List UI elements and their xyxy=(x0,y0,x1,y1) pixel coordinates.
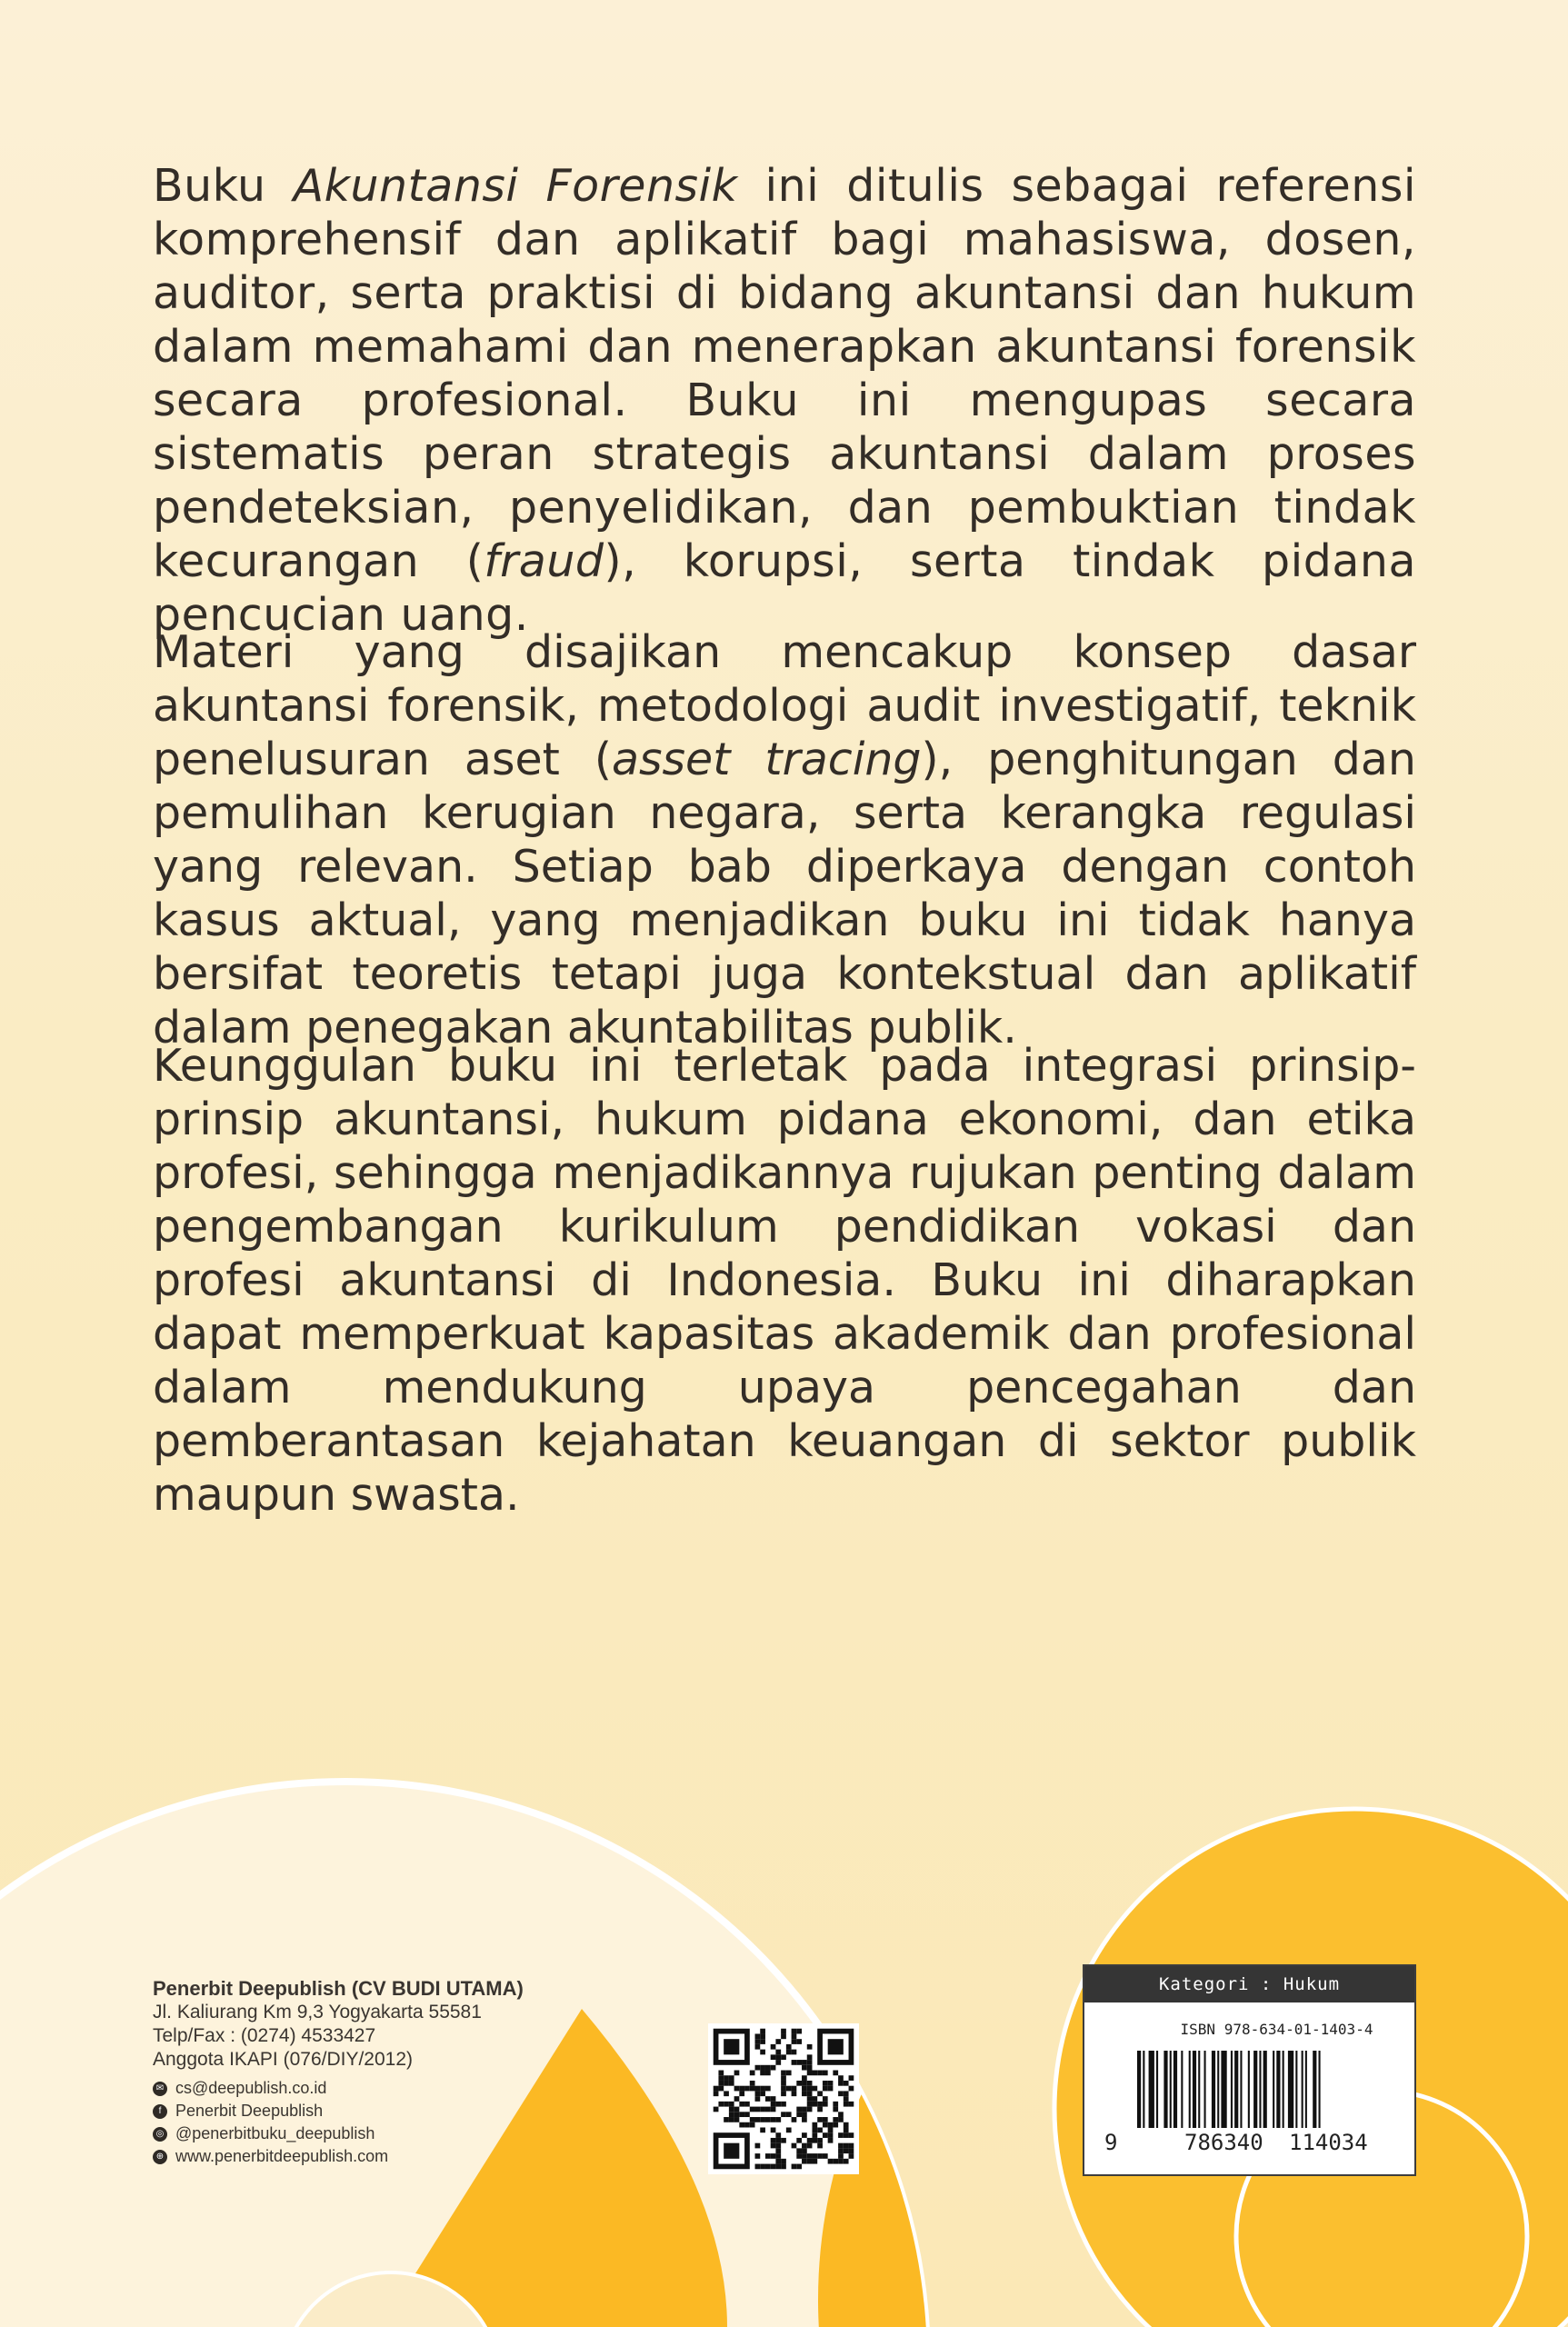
mail-icon: ✉ xyxy=(153,2082,167,2096)
contact-website xyxy=(153,2145,524,2168)
publisher-membership: Anggota IKAPI (076/DIY/2012) xyxy=(153,2049,414,2070)
description-paragraph-3: Keunggulan buku ini terletak pada integrasi prinsip-prinsip akuntansi, hukum pidana ekonomi, dan etika profesi, sehingga menjadikannya rujukan penting dalam pengembangan kurikulum pendidikan vokasi dan profesi akuntansi di Indonesia. Buku ini diharapkan dapat memperkuat kapasitas akademik dan profesional dalam mendukung upaya pencegahan dan pemberantasan kejahatan keuangan di sektor publik maupun swasta. xyxy=(153,1040,1416,1521)
publisher-phone: Telp/Fax : (0274) 4533427 xyxy=(153,2025,376,2046)
facebook-icon: f xyxy=(153,2104,167,2119)
contact-facebook xyxy=(153,2100,524,2122)
qr-code xyxy=(708,2023,859,2174)
contact-email-text: cs@deepublish.co.id xyxy=(175,2079,327,2097)
publisher-name: Penerbit Deepublish (CV BUDI UTAMA) xyxy=(153,1977,524,2000)
book-title-italic: Akuntansi Forensik xyxy=(293,160,738,212)
p1-text-c: ), korupsi, serta tindak pidana pencucian uang. xyxy=(153,535,1416,641)
asset-tracing-italic: asset tracing xyxy=(611,734,922,785)
p2-text-a: Materi yang disajikan mencakup konsep dasar akuntansi forensik, metodologi audit investigatif, teknik penelusuran aset ( xyxy=(153,626,1416,785)
isbn-barcode-box xyxy=(1083,1964,1416,2176)
contact-email xyxy=(153,2077,524,2100)
p1-text-a: Buku xyxy=(153,160,294,212)
contact-instagram-text: @penerbitbuku_deepublish xyxy=(175,2124,375,2142)
fraud-italic: fraud xyxy=(484,535,604,587)
description-paragraph-1 xyxy=(153,159,1416,642)
barcode-digits-last: 114034 xyxy=(1289,2130,1368,2155)
publisher-info xyxy=(153,1977,524,2168)
contact-instagram xyxy=(153,2122,524,2145)
p2-text-b: ), penghitungan dan pemulihan kerugian negara, serta kerangka regulasi yang relevan. Setiap bab diperkaya dengan contoh kasus aktual, yang menjadikan buku ini tidak hanya bersifat teoretis tetapi juga kontekstual dan aplikatif dalam penegakan akuntabilitas publik. xyxy=(153,734,1416,1054)
publisher-address: Jl. Kaliurang Km 9,3 Yogyakarta 55581 xyxy=(153,2002,482,2022)
contact-website-text: www.penerbitdeepublish.com xyxy=(175,2147,389,2165)
p1-text-b: ini ditulis sebagai referensi komprehensif dan aplikatif bagi mahasiswa, dosen, auditor, serta praktisi di bidang akuntansi dan hukum dalam memahami dan menerapkan akuntansi forensik secara profesional. Buku ini mengupas secara sistematis peran strategis akuntansi dalam proses pendeteksian, penyelidikan, dan pembuktian tindak kecurangan ( xyxy=(153,160,1417,587)
description-paragraph-2 xyxy=(153,625,1416,1054)
category-label: Kategori : Hukum xyxy=(1084,1966,1414,2002)
barcode-digit-first: 9 xyxy=(1104,2130,1118,2155)
contact-facebook-text: Penerbit Deepublish xyxy=(175,2102,324,2120)
barcode-bars xyxy=(1137,2051,1392,2128)
globe-icon: ⊕ xyxy=(153,2150,167,2164)
instagram-icon: ◎ xyxy=(153,2127,167,2142)
isbn-text: ISBN 978-634-01-1403-4 xyxy=(1180,2021,1373,2038)
barcode-digits-middle: 786340 xyxy=(1184,2130,1263,2155)
